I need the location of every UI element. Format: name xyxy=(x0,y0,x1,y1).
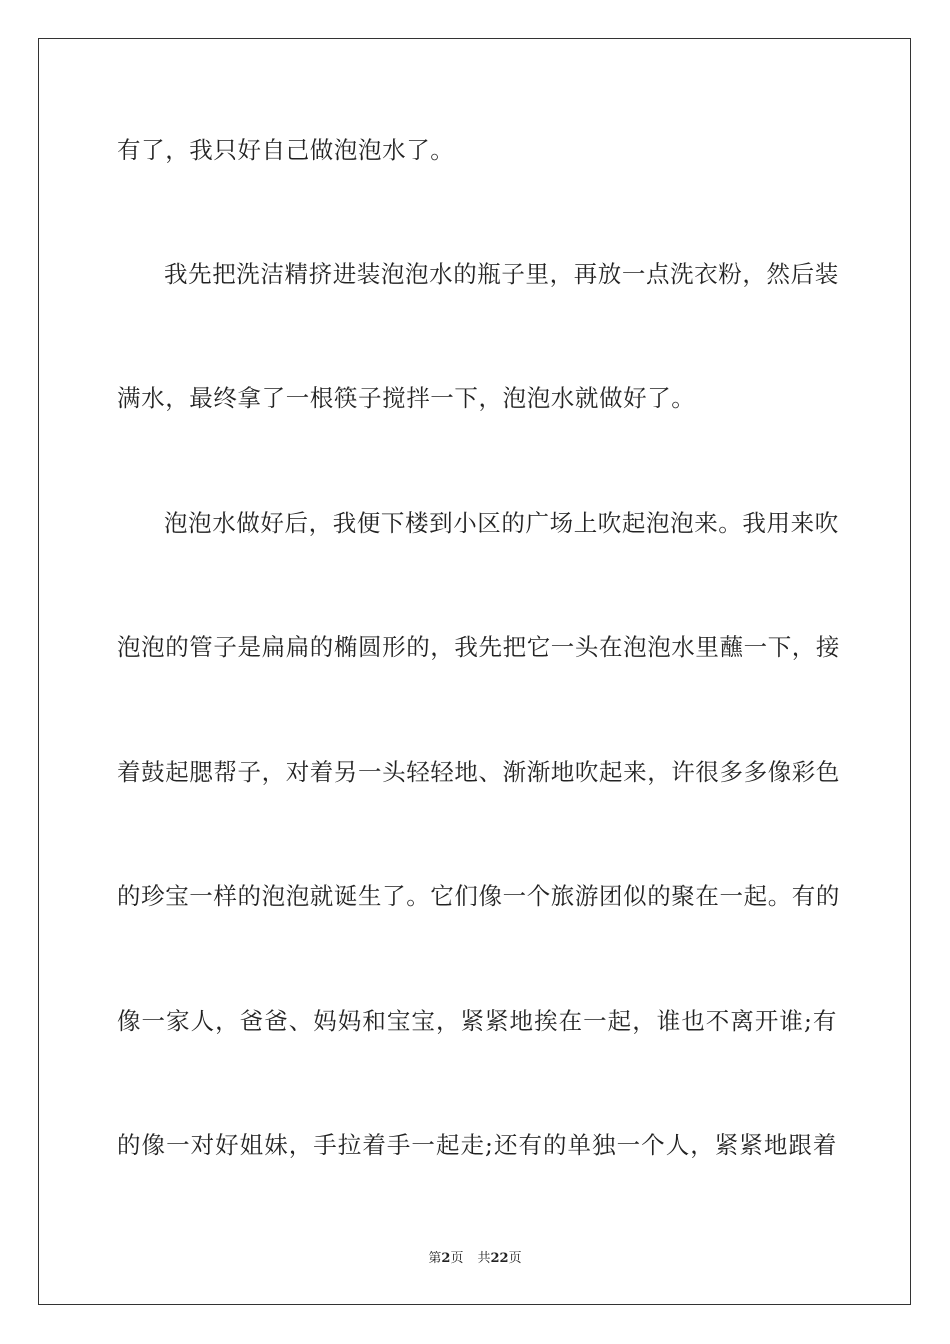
body-line-6: 着鼓起腮帮子，对着另一头轻轻地、渐渐地吹起来，许很多多像彩色 xyxy=(117,758,840,786)
body-line-2: 我先把洗洁精挤进装泡泡水的瓶子里，再放一点洗衣粉，然后装 xyxy=(164,260,839,288)
body-line-8: 像一家人，爸爸、妈妈和宝宝，紧紧地挨在一起，谁也不离开谁;有 xyxy=(117,1007,837,1035)
body-line-3: 满水，最终拿了一根筷子搅拌一下，泡泡水就做好了。 xyxy=(117,384,696,412)
body-line-4: 泡泡水做好后，我便下楼到小区的广场上吹起泡泡来。我用来吹 xyxy=(164,509,839,537)
body-line-9: 的像一对好姐妹，手拉着手一起走;还有的单独一个人，紧紧地跟着 xyxy=(117,1131,837,1159)
page-prefix: 第 xyxy=(428,1251,442,1266)
page-suffix: 页 xyxy=(450,1251,464,1266)
total-suffix: 页 xyxy=(508,1251,522,1266)
total-pages: 22 xyxy=(490,1251,509,1266)
body-line-1: 有了，我只好自己做泡泡水了。 xyxy=(117,136,455,164)
body-line-5: 泡泡的管子是扁扁的椭圆形的，我先把它一头在泡泡水里蘸一下，接 xyxy=(117,633,840,661)
page-footer xyxy=(0,1247,950,1266)
total-prefix: 共 xyxy=(477,1251,491,1266)
page-frame xyxy=(38,38,911,1305)
body-line-7: 的珍宝一样的泡泡就诞生了。它们像一个旅游团似的聚在一起。有的 xyxy=(117,882,840,910)
page-number: 2 xyxy=(441,1251,451,1266)
